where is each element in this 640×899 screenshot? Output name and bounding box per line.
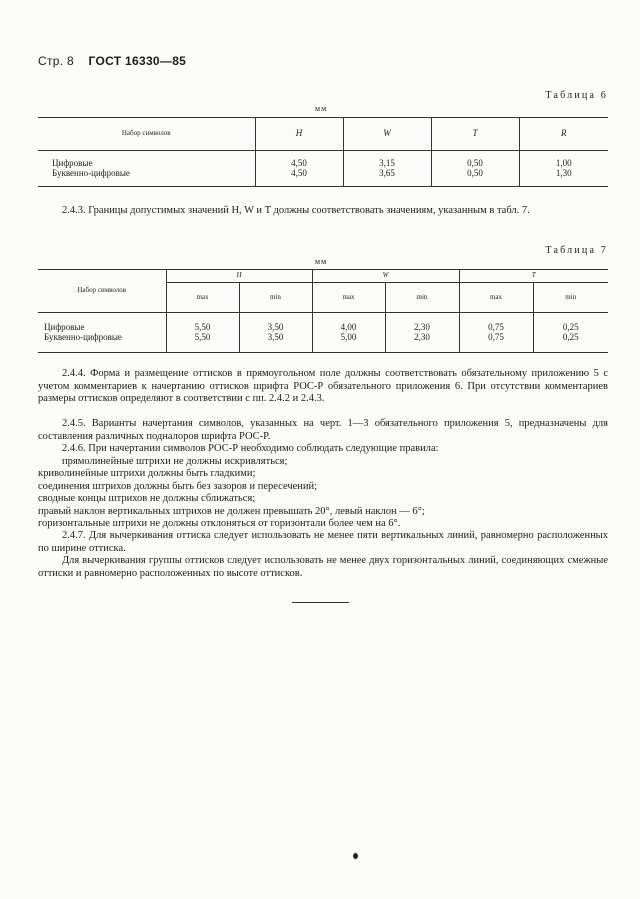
- table7-r1-w-min: 2,30: [414, 322, 430, 332]
- table7-h-max: [166, 312, 239, 352]
- table7-group-w: W: [312, 269, 459, 282]
- page-number: Стр. 8: [38, 54, 74, 68]
- table7-w-min-header: min: [385, 282, 459, 312]
- table7-caption: Таблица 7: [545, 245, 608, 256]
- rule-item: соединения штрихов должны быть без зазоров и пересечений;: [38, 480, 318, 492]
- table6-w-values: [343, 150, 431, 186]
- table7-r2-t-max: 0,75: [488, 332, 504, 342]
- rule-item: прямолинейные штрихи не должны искривляться;: [62, 455, 288, 467]
- table6-header-w: W: [343, 117, 431, 150]
- table7-r2-w-max: 5,00: [340, 332, 357, 342]
- table7-unit: мм: [315, 257, 328, 266]
- table7-h-max-header: max: [166, 282, 239, 312]
- table6-r2-t: 0,50: [467, 168, 483, 178]
- table7-r1-w-max: 4,00: [340, 322, 357, 332]
- table7-t-max-header: max: [459, 282, 533, 312]
- table7-r1-h-max: 5,50: [194, 322, 211, 332]
- table6-caption: Таблица 6: [545, 90, 608, 101]
- paragraph-2-4-6-intro: 2.4.6. При начертании символов РОС-Р необходимо соблюдать следующие правила:: [62, 443, 439, 454]
- table6-r1-w: 3,15: [379, 158, 395, 168]
- table6-r2-r: 1,30: [555, 168, 572, 178]
- print-dot: [353, 853, 358, 859]
- paragraph-2-4-7: 2.4.7. Для вычеркивания оттиска следует использовать не менее пяти вертикальных линий, равномерно расположенных по ширине оттиска.: [38, 530, 608, 554]
- table6-header-t: T: [431, 117, 519, 150]
- table6-row2-name: Буквенно-цифровые: [52, 168, 130, 178]
- table6-names: [38, 150, 255, 186]
- table6-r2-h: 4,50: [291, 168, 307, 178]
- table6-h-values: [255, 150, 343, 186]
- table6-header-r: R: [519, 117, 608, 150]
- table7-r1-t-min: 0,25: [562, 322, 579, 332]
- table7-group-h: H: [166, 269, 312, 282]
- table6-r1-r: 1,00: [555, 158, 572, 168]
- table6-row1-name: Цифровые: [52, 158, 93, 168]
- table6-t-values: [431, 150, 519, 186]
- table7-h-min-header: min: [239, 282, 312, 312]
- table7-w-max-header: max: [312, 282, 385, 312]
- table6-data: [38, 150, 608, 186]
- rule-item: горизонтальные штрихи не должны отклоняться от горизонтали более чем на 6°.: [38, 518, 401, 529]
- table7-r1-t-max: 0,75: [488, 322, 504, 332]
- table7-names: [38, 312, 166, 352]
- table7-group-t: T: [459, 269, 608, 282]
- table7-r2-h-max: 5,50: [194, 332, 211, 342]
- table7-w-max: [312, 312, 385, 352]
- table7: [38, 269, 608, 353]
- table7-t-min: [533, 312, 608, 352]
- table6-unit: мм: [315, 104, 328, 113]
- table7-row1-name: Цифровые: [44, 322, 85, 332]
- table7-r2-h-min: 3,50: [267, 332, 284, 342]
- table7-t-min-header: min: [533, 282, 608, 312]
- table7-t-max: [459, 312, 533, 352]
- paragraph-strikethrough-group: Для вычеркивания группы оттисков следует использовать не менее двух горизонтальных линий, соединяющих смежные оттиски и равномерно расположенных по высоте оттисков.: [38, 555, 608, 579]
- table7-header-set: Набор символов: [38, 269, 166, 312]
- table6: [38, 117, 608, 187]
- paragraph-2-4-5: 2.4.5. Варианты начертания символов, указанных на черт. 1—3 обязательного приложения 5, предназначены для составления различных подналоров шрифта РОС-Р.: [38, 418, 608, 442]
- rule-item: правый наклон вертикальных штрихов не должен превышать 20°, левый наклон — 6°;: [38, 505, 425, 517]
- page-header: [38, 54, 186, 68]
- table6-header-row: [38, 117, 608, 150]
- table7-r2-w-min: 2,30: [414, 332, 430, 342]
- table7-h-min: [239, 312, 312, 352]
- table6-r-values: [519, 150, 608, 186]
- table7-group-row: [38, 269, 608, 282]
- table6-r1-h: 4,50: [291, 158, 307, 168]
- table6-header-set: Набор символов: [121, 129, 171, 138]
- table7-data: [38, 312, 608, 352]
- table6-r2-w: 3,65: [379, 168, 395, 178]
- table7-row2-name: Буквенно-цифровые: [44, 332, 122, 342]
- standard-code: ГОСТ 16330—85: [88, 54, 187, 68]
- table7-w-min: [385, 312, 459, 352]
- paragraph-2-4-3: 2.4.3. Границы допустимых значений H, W и T должны соответствовать значениям, указанным в табл. 7.: [62, 205, 530, 216]
- table7-r1-h-min: 3,50: [267, 322, 284, 332]
- rule-item: сводные концы штрихов не должны сближаться;: [38, 493, 256, 504]
- table7-r2-t-min: 0,25: [562, 332, 579, 342]
- rule-item: криволинейные штрихи должны быть гладкими;: [38, 468, 256, 479]
- paragraph-2-4-4: 2.4.4. Форма и размещение оттисков в прямоугольном поле должны соответствовать обязательному приложению 5 с учетом комментариев к начертанию оттисков шрифта РОС-Р обязательного приложения 6. При отсутствии комментариев размеры оттисков определяют в соответствии с пп. 2.4.2 и 2.4.3.: [38, 368, 608, 404]
- end-divider: [292, 602, 349, 603]
- table6-r1-t: 0,50: [467, 158, 483, 168]
- table6-header-h: H: [255, 117, 343, 150]
